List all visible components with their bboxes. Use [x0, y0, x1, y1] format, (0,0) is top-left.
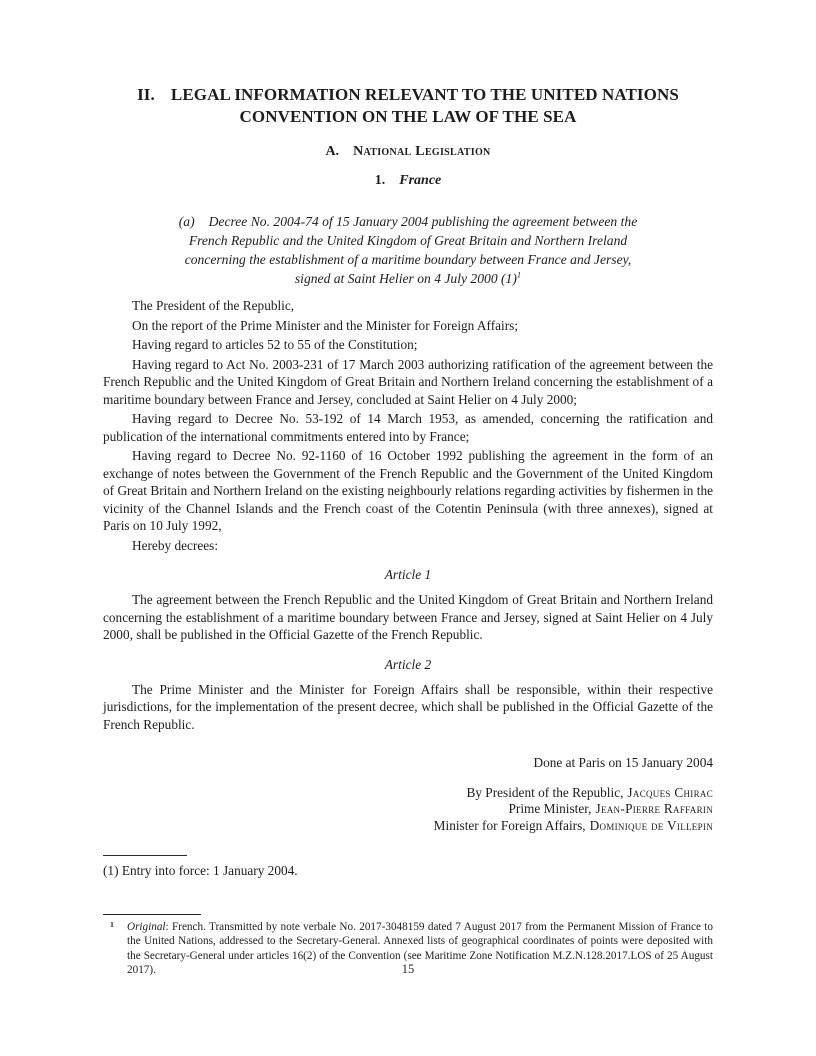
- article-2-text: The Prime Minister and the Minister for Foreign Affairs shall be responsible, within their respective jurisdictions, for the implementation of the present decree, which shall be published in the Official Gazette of the French Republic.: [103, 681, 713, 732]
- entry-note-divider: [103, 855, 187, 856]
- heading-text-line1: LEGAL INFORMATION RELEVANT TO THE UNITED NATIONS: [170, 85, 679, 104]
- signer-name-villepin: Dominique de Villepin: [589, 817, 713, 833]
- page-title-line2: CONVENTION ON THE LAW OF THE SEA: [239, 107, 577, 126]
- footnote-divider: [103, 914, 201, 915]
- subsection-heading: [103, 172, 713, 189]
- article-1-heading: Article 1: [384, 567, 432, 582]
- decree-title-line4: signed at Saint Helier on 4 July 2000 $(1)^1$: [294, 269, 522, 286]
- paragraph-preamble-1: The President of the Republic,: [132, 298, 295, 313]
- section-title: National Legislation: [353, 144, 491, 159]
- paragraph-preamble-2: On the report of the Prime Minister and the Minister for Foreign Affairs;: [132, 317, 519, 333]
- paragraph-preamble-6: Having regard to Decree No. 92-1160 of 16 October 1992 publishing the agreement in the form of an exchange of notes between the Government of the French Republic and the Government of the United Kingdom of Great Britain and Northern Ireland on the existing neighbourly relations regarding activities by fishermen in the vicinity of the Channel Islands and the French coast of the Cotentin Peninsula (with three annexes), signed at Paris on 10 July 1992,: [103, 448, 713, 533]
- paragraph-preamble-3: Having regard to articles 52 to 55 of the Constitution;: [132, 337, 418, 352]
- paragraph-preamble-4: Having regard to Act No. 2003-231 of 17 March 2003 authorizing ratification of the agreement between the French Republic and the United Kingdom of Great Britain and Northern Ireland concerning the establishment of a maritime boundary between France and Jersey, concluded at Saint Helier on 4 July 2000;: [103, 356, 713, 407]
- page-title-line1: [103, 84, 713, 106]
- decree-body: [103, 297, 713, 554]
- signer-name-chirac: Jacques Chirac: [627, 784, 713, 800]
- section-heading: [103, 143, 713, 160]
- signature-block: [103, 785, 713, 835]
- decree-title-line2: French Republic and the United Kingdom of Great Britain and Northern Ireland: [188, 233, 628, 248]
- signature-president: By President of the Republic, Jacques Chirac: [466, 784, 713, 800]
- signature-foreign-affairs: Minister for Foreign Affairs, Dominique de Villepin: [433, 817, 713, 833]
- signer-name-raffarin: Jean-Pierre Raffarin: [595, 801, 713, 816]
- article-1-text: The agreement between the French Republic and the United Kingdom of Great Britain and Northern Ireland concerning the establishment of a maritime boundary between France and Jersey, signed at Saint Helier on 4 July 2000, shall be published in the Official Gazette of the French Republic.: [103, 592, 713, 642]
- text-column: [103, 0, 713, 978]
- dateline: Done at Paris on 15 January 2004: [533, 755, 713, 770]
- footnote-text: Original: French. Transmitted by note verbale No. 2017-3048159 dated 7 August 2017 from the Permanent Mission of France to the United Nations, addressed to the Secretary-General. Annexed lists of geographical coordinates of points were deposited with the Secretary-General under articles 16(2) of the Convention (see Maritime Zone Notification M.Z.N.128.2017.LOS of 25 August 2017).: [127, 920, 713, 977]
- page-title: [103, 0, 713, 128]
- section-label: A.: [325, 144, 340, 159]
- subsection-title: France: [399, 173, 442, 188]
- footnote-marker: 1: [110, 919, 114, 929]
- decree-title: [103, 212, 713, 288]
- subsection-label: 1.: [374, 173, 386, 188]
- heading-numeral: II.: [137, 85, 155, 104]
- article-2-heading: Article 2: [384, 656, 432, 672]
- footnote-reference: 1: [516, 269, 522, 280]
- page-number: 15: [401, 962, 415, 976]
- decree-title-line1: (a) Decree No. 2004-74 of 15 January 2004 publishing the agreement between the: [178, 214, 638, 229]
- decree-title-label: (a): [178, 214, 195, 229]
- paragraph-hereby-decrees: Hereby decrees:: [132, 537, 219, 553]
- signature-prime-minister: Prime Minister, Jean-Pierre Raffarin: [508, 801, 713, 816]
- decree-title-line3: concerning the establishment of a maritime boundary between France and Jersey,: [184, 252, 632, 267]
- paragraph-preamble-5: Having regard to Decree No. 53-192 of 14 March 1953, as amended, concerning the ratification and publication of the international commitments entered into by France;: [103, 411, 713, 444]
- entry-into-force-note: (1) Entry into force: 1 January 2004.: [103, 863, 298, 878]
